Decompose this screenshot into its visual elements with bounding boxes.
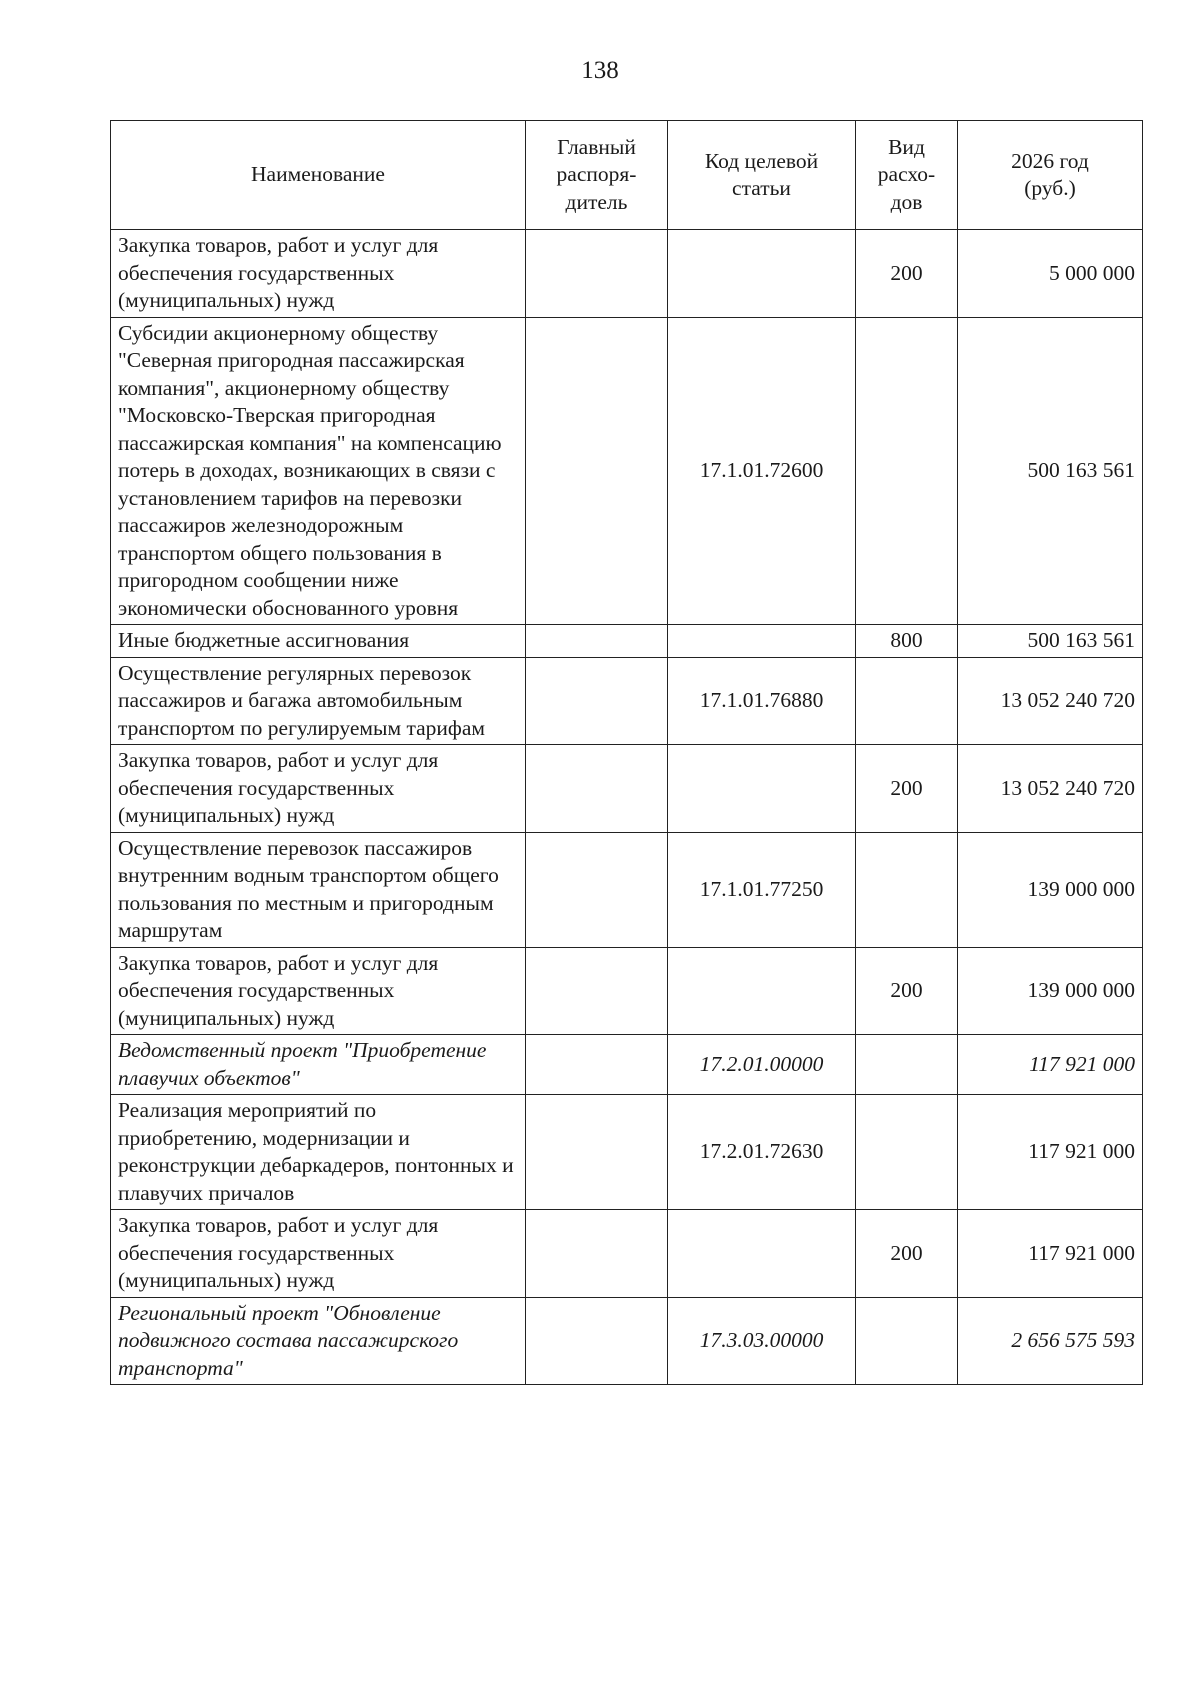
cell-main-manager [526, 317, 668, 625]
cell-main-manager [526, 1210, 668, 1298]
cell-main-manager [526, 230, 668, 318]
cell-expense-type [856, 1035, 958, 1095]
table-row [111, 947, 1143, 1035]
header-name: Наименование [111, 121, 526, 230]
table-body [111, 230, 1143, 1385]
cell-amount: 13 052 240 720 [958, 745, 1143, 833]
table-row [111, 625, 1143, 658]
table-row [111, 230, 1143, 318]
table-row [111, 745, 1143, 833]
cell-amount: 500 163 561 [958, 317, 1143, 625]
cell-expense-type: 200 [856, 947, 958, 1035]
budget-table [110, 120, 1143, 1385]
cell-amount: 117 921 000 [958, 1095, 1143, 1210]
cell-target-code [668, 230, 856, 318]
cell-amount: 2 656 575 593 [958, 1297, 1143, 1385]
cell-name: Закупка товаров, работ и услуг для обеспечения государственных (муниципальных) нужд [111, 1210, 526, 1298]
cell-target-code [668, 625, 856, 658]
cell-name: Реализация мероприятий по приобретению, модернизации и реконструкции дебаркадеров, понтонных и плавучих причалов [111, 1095, 526, 1210]
cell-expense-type: 200 [856, 745, 958, 833]
cell-main-manager [526, 745, 668, 833]
cell-main-manager [526, 1035, 668, 1095]
cell-main-manager [526, 625, 668, 658]
cell-target-code [668, 1210, 856, 1298]
cell-amount: 139 000 000 [958, 832, 1143, 947]
cell-amount: 139 000 000 [958, 947, 1143, 1035]
cell-main-manager [526, 657, 668, 745]
cell-target-code: 17.1.01.72600 [668, 317, 856, 625]
cell-expense-type [856, 317, 958, 625]
page-number: 138 [581, 57, 619, 84]
cell-expense-type: 800 [856, 625, 958, 658]
cell-target-code: 17.3.03.00000 [668, 1297, 856, 1385]
cell-amount: 500 163 561 [958, 625, 1143, 658]
table-row [111, 657, 1143, 745]
cell-target-code [668, 947, 856, 1035]
cell-name: Ведомственный проект "Приобретение плавучих объектов" [111, 1035, 526, 1095]
cell-expense-type [856, 1297, 958, 1385]
cell-expense-type [856, 657, 958, 745]
table-row [111, 1035, 1143, 1095]
cell-name: Субсидии акционерному обществу "Северная пригородная пассажирская компания", акционерному обществу "Московско-Тверская пригородная пассажирская компания" на компенсацию потерь в доходах, возникающих в связи с установлением тарифов на перевозки пассажиров железнодорожным транспортом общего пользования в пригородном сообщении ниже экономически обоснованного уровня [111, 317, 526, 625]
cell-name: Закупка товаров, работ и услуг для обеспечения государственных (муниципальных) нужд [111, 947, 526, 1035]
table-row [111, 1095, 1143, 1210]
cell-name: Региональный проект "Обновление подвижного состава пассажирского транспорта" [111, 1297, 526, 1385]
cell-main-manager [526, 1297, 668, 1385]
cell-main-manager [526, 1095, 668, 1210]
header-year-2026: 2026 год (руб.) [958, 121, 1143, 230]
header-main-manager: Главный распоря- дитель [526, 121, 668, 230]
table-header-row [111, 121, 1143, 230]
cell-name: Осуществление перевозок пассажиров внутренним водным транспортом общего пользования по местным и пригородным маршрутам [111, 832, 526, 947]
cell-amount: 117 921 000 [958, 1035, 1143, 1095]
cell-main-manager [526, 947, 668, 1035]
cell-name: Иные бюджетные ассигнования [111, 625, 526, 658]
table-row [111, 1297, 1143, 1385]
header-target-code: Код целевой статьи [668, 121, 856, 230]
cell-amount: 117 921 000 [958, 1210, 1143, 1298]
cell-target-code [668, 745, 856, 833]
cell-main-manager [526, 832, 668, 947]
cell-expense-type [856, 832, 958, 947]
table-row [111, 317, 1143, 625]
cell-amount: 13 052 240 720 [958, 657, 1143, 745]
table-row [111, 1210, 1143, 1298]
table-row [111, 832, 1143, 947]
cell-target-code: 17.2.01.72630 [668, 1095, 856, 1210]
header-expense-type: Вид расхо- дов [856, 121, 958, 230]
cell-expense-type: 200 [856, 1210, 958, 1298]
cell-amount: 5 000 000 [958, 230, 1143, 318]
cell-expense-type: 200 [856, 230, 958, 318]
cell-name: Осуществление регулярных перевозок пассажиров и багажа автомобильным транспортом по регулируемым тарифам [111, 657, 526, 745]
cell-expense-type [856, 1095, 958, 1210]
cell-name: Закупка товаров, работ и услуг для обеспечения государственных (муниципальных) нужд [111, 745, 526, 833]
cell-name: Закупка товаров, работ и услуг для обеспечения государственных (муниципальных) нужд [111, 230, 526, 318]
cell-target-code: 17.2.01.00000 [668, 1035, 856, 1095]
cell-target-code: 17.1.01.76880 [668, 657, 856, 745]
cell-target-code: 17.1.01.77250 [668, 832, 856, 947]
